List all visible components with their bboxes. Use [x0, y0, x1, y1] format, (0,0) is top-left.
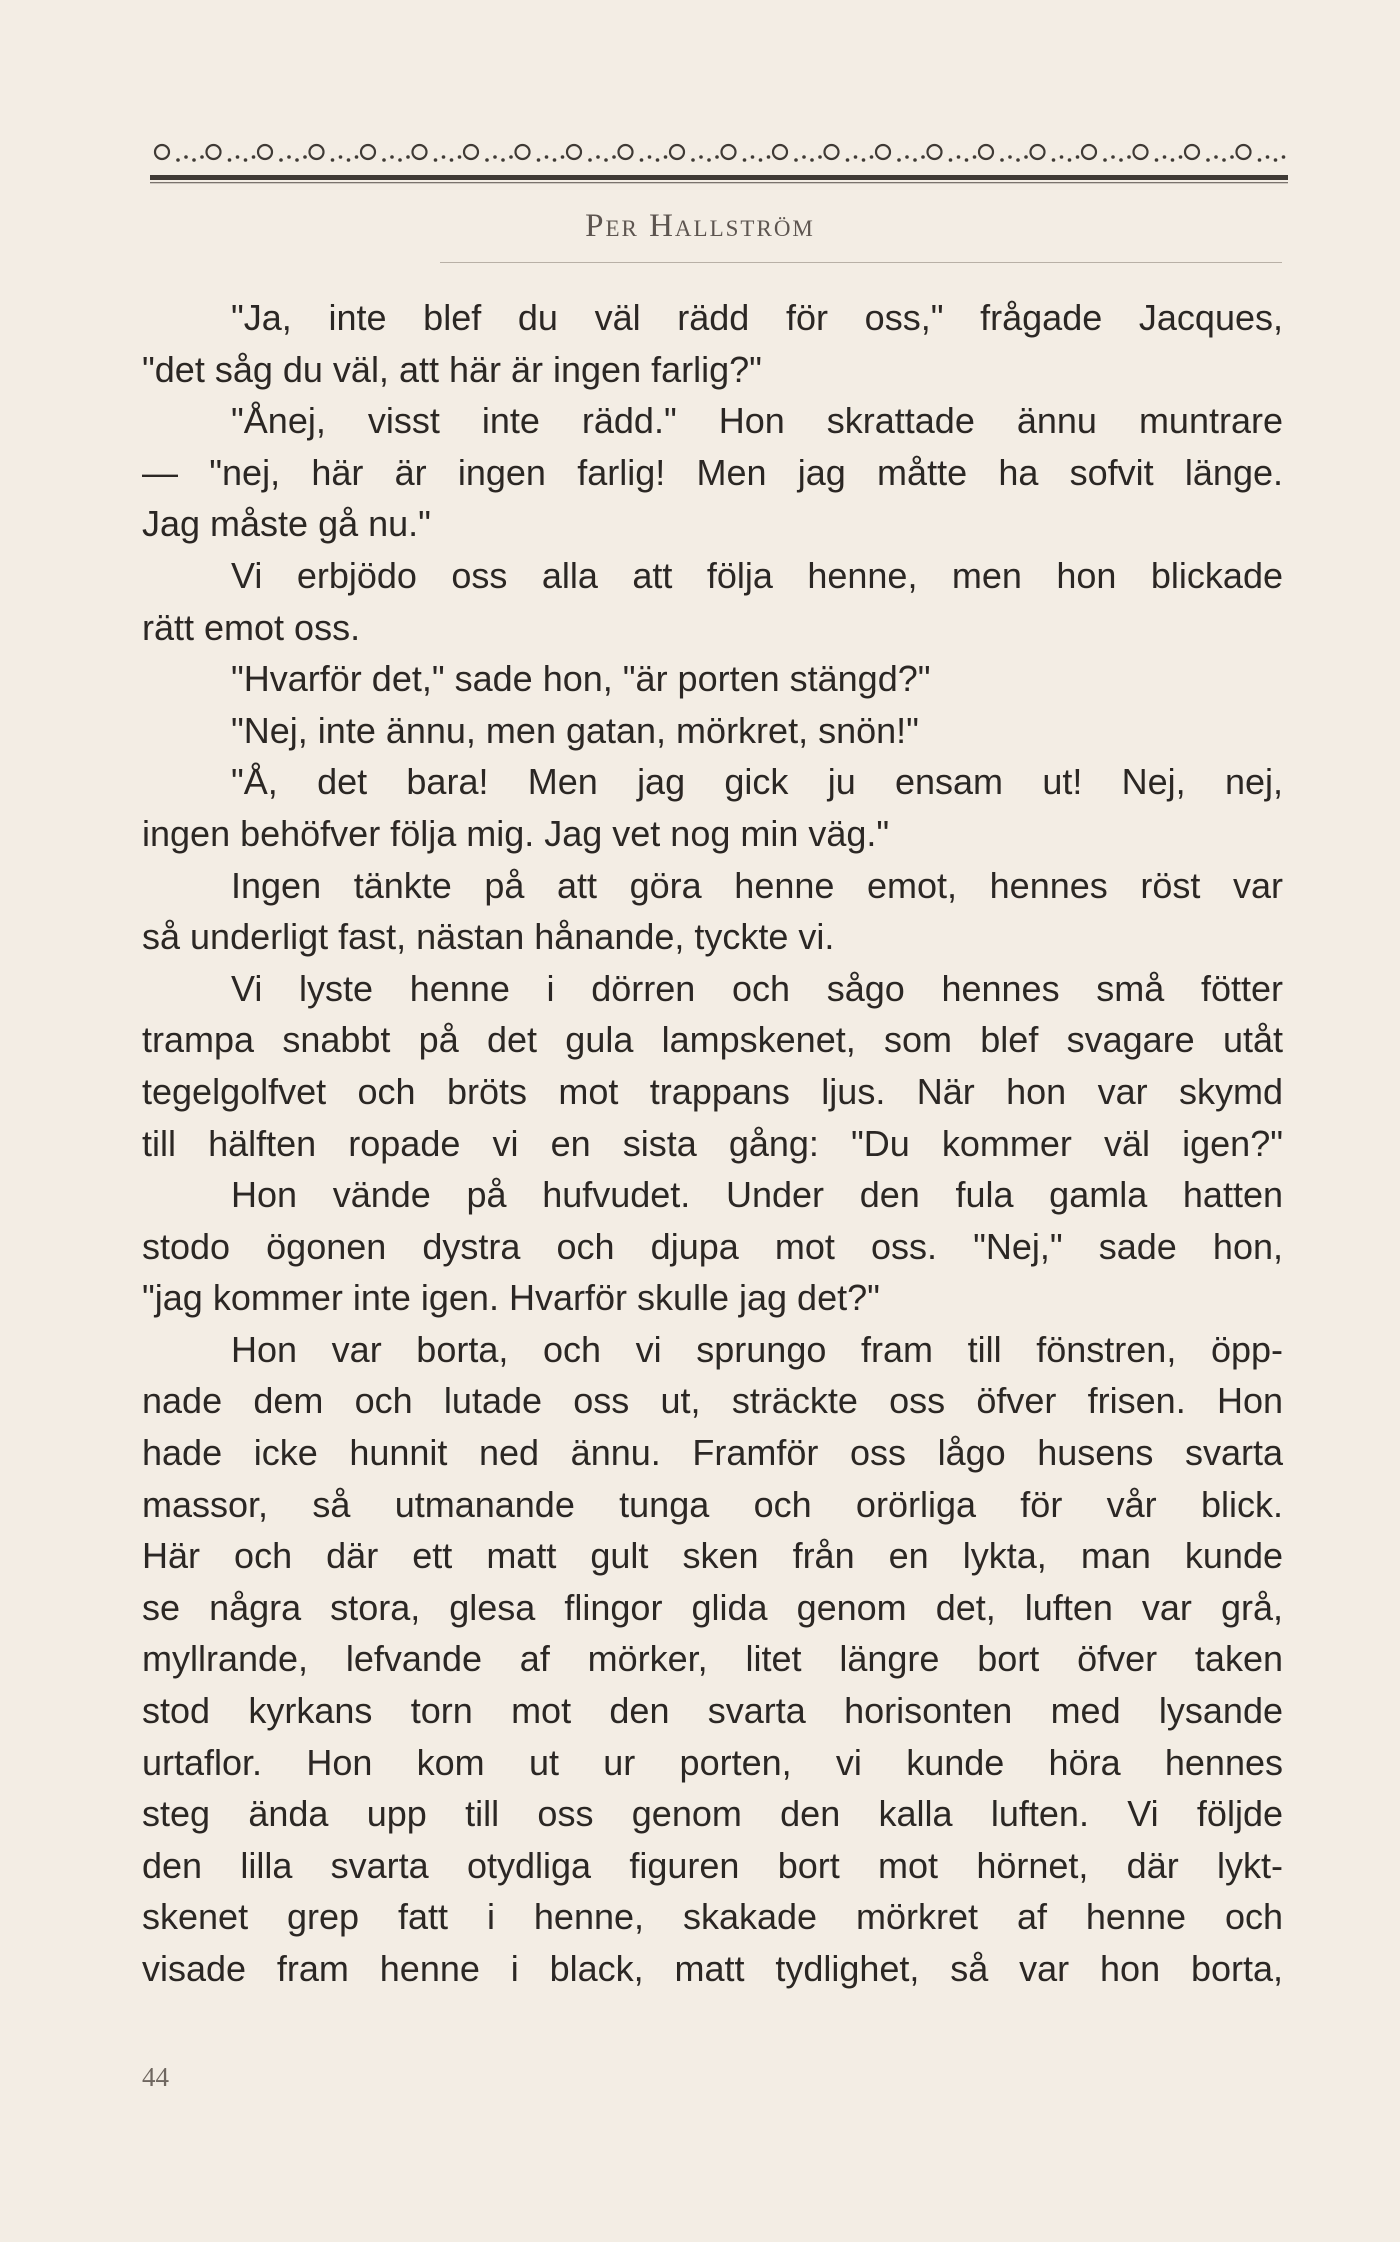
text-line: urtaflor. Hon kom ut ur porten, vi kunde höra hennes: [142, 1741, 1283, 1783]
text-line: den lilla svarta otydliga figuren bort mot hörnet, där lykt-: [142, 1844, 1283, 1886]
ornament-dot: [553, 158, 557, 162]
body-text: [142, 292, 1283, 1995]
ornament-dot: [1060, 155, 1064, 159]
text-line: "jag kommer inte igen. Hvarför skulle jag det?": [142, 1277, 880, 1319]
ornament-dot: [965, 158, 969, 162]
ornament-dot: [949, 158, 953, 162]
ornament-dot: [382, 158, 386, 162]
text-line: Hon var borta, och vi sprungo fram till fönstren, öpp-: [231, 1328, 1283, 1370]
ornament-ring: [516, 145, 530, 159]
ornament-dot: [604, 158, 608, 162]
ornament-dot: [810, 158, 814, 162]
ornament-dot: [664, 155, 668, 159]
ornament-dot: [509, 155, 513, 159]
text-line: Vi lyste henne i dörren och sågo hennes små fötter: [231, 967, 1283, 1009]
text-line: steg ända upp till oss genom den kalla luften. Vi följde: [142, 1793, 1283, 1835]
ornament-dot: [236, 155, 240, 159]
text-line: Jag måste gå nu.": [142, 503, 431, 545]
text-line: tegelgolfvet och bröts mot trappans ljus. När hon var skymd: [142, 1070, 1283, 1112]
ornament-dot: [1222, 158, 1226, 162]
ornament-ring: [928, 145, 942, 159]
text-line: stodo ögonen dystra och djupa mot oss. "Nej," sade hon,: [142, 1225, 1283, 1267]
ornament-dot: [707, 158, 711, 162]
ornament-dot: [656, 158, 660, 162]
text-line: hade icke hunnit ned ännu. Framför oss lågo husens svarta: [142, 1432, 1283, 1474]
ornament-dot: [1230, 155, 1234, 159]
ornament-dot: [1266, 155, 1270, 159]
ornament-dot: [1206, 158, 1210, 162]
text-line: rätt emot oss.: [142, 606, 361, 648]
text-line: "Ånej, visst inte rädd." Hon skrattade ännu muntrare: [231, 400, 1283, 442]
text-line: trampa snabbt på det gula lampskenet, som blef svagare utåt: [142, 1019, 1283, 1061]
ornament-dot: [434, 158, 438, 162]
ornament-rule-thin: [150, 182, 1288, 183]
ornament-dot: [228, 158, 232, 162]
ornament-dot: [398, 158, 402, 162]
ornament-dot: [905, 155, 909, 159]
ornament-dot: [339, 155, 343, 159]
ornament-dot: [751, 155, 755, 159]
text-line: "det såg du väl, att här är ingen farlig?": [142, 348, 762, 390]
text-line: Ingen tänkte på att göra henne emot, hennes röst var: [231, 864, 1283, 906]
ornament-dot: [485, 158, 489, 162]
ornament-dot: [862, 158, 866, 162]
ornament-rule-thick: [150, 175, 1288, 180]
ornament-dot: [854, 155, 858, 159]
text-line: — "nej, här är ingen farlig! Men jag måtte ha sofvit länge.: [142, 451, 1283, 493]
running-title: Per Hallström: [585, 208, 815, 244]
ornament-dot: [870, 155, 874, 159]
ornament-dot: [1076, 155, 1080, 159]
ornament-dot: [1016, 158, 1020, 162]
ornament-dot: [184, 155, 188, 159]
text-line: till hälften ropade vi en sista gång: "Du kommer väl igen?": [142, 1122, 1283, 1164]
ornament-dot: [759, 158, 763, 162]
text-line: Hon vände på hufvudet. Under den fula gamla hatten: [231, 1174, 1283, 1216]
ornament-ring: [258, 145, 272, 159]
ornament-dot: [818, 155, 822, 159]
text-line: "Nej, inte ännu, men gatan, mörkret, snön!": [231, 709, 919, 751]
ornament-dot: [1111, 155, 1115, 159]
ornament-dot: [252, 155, 256, 159]
ornament-dot: [846, 158, 850, 162]
ornament-dot: [347, 158, 351, 162]
ornament-dot: [1068, 158, 1072, 162]
ornament-dot: [588, 158, 592, 162]
text-line: Vi erbjödo oss alla att följa henne, men hon blickade: [231, 554, 1283, 596]
ornament-ring: [876, 145, 890, 159]
ornament-dot: [1163, 155, 1167, 159]
ornament-dot: [767, 155, 771, 159]
ornament-dot: [913, 158, 917, 162]
ornament-dot: [612, 155, 616, 159]
ornament-ring: [1031, 145, 1045, 159]
ornament-dot: [1282, 155, 1286, 159]
ornament-dot: [640, 158, 644, 162]
ornament-ring: [619, 145, 633, 159]
ornament-ring: [361, 145, 375, 159]
ornament-dot: [897, 158, 901, 162]
ornament-ring: [207, 145, 221, 159]
ornament-dot: [561, 155, 565, 159]
ornament-dot: [1171, 158, 1175, 162]
ornament-dot: [648, 155, 652, 159]
ornament-dot: [537, 158, 541, 162]
ornament-dot: [1258, 158, 1262, 162]
ornament-dot: [200, 155, 204, 159]
ornament-dot: [957, 155, 961, 159]
ornament-ring: [1237, 145, 1251, 159]
text-line: se några stora, glesa flingor glida genom det, luften var grå,: [142, 1586, 1283, 1628]
ornament-dot: [1024, 155, 1028, 159]
ornament-dot: [691, 158, 695, 162]
ornament-dot: [287, 155, 291, 159]
ornament-dot: [699, 155, 703, 159]
ornament-dot: [279, 158, 283, 162]
ornament-ring: [773, 145, 787, 159]
ornament-ring: [1185, 145, 1199, 159]
ornament-dot: [1119, 158, 1123, 162]
ornament-dot: [176, 158, 180, 162]
ornament-dot: [355, 155, 359, 159]
ornament-dot: [1214, 155, 1218, 159]
ornament-dot: [1103, 158, 1107, 162]
ornament-ring: [1134, 145, 1148, 159]
ornament-ring: [413, 145, 427, 159]
text-line: ingen behöfver följa mig. Jag vet nog min väg.": [142, 812, 890, 854]
header-divider: [440, 262, 1282, 263]
ornament-dot: [1179, 155, 1183, 159]
ornament-dot: [192, 158, 196, 162]
ornament-dot: [743, 158, 747, 162]
ornament-dot: [406, 155, 410, 159]
ornament-dot: [493, 155, 497, 159]
text-line: myllrande, lefvande af mörker, litet längre bort öfver taken: [142, 1638, 1283, 1680]
ornament-ring: [1082, 145, 1096, 159]
text-line: stod kyrkans torn mot den svarta horisonten med lysande: [142, 1690, 1283, 1732]
text-line: så underligt fast, nästan hånande, tyckte vi.: [142, 916, 835, 958]
ornament-dot: [802, 155, 806, 159]
ornament-dot: [1155, 158, 1159, 162]
ornament-dot: [331, 158, 335, 162]
ornament-ring: [310, 145, 324, 159]
page-number: 44: [142, 2062, 169, 2092]
ornament-dot: [973, 155, 977, 159]
ornament-dot: [545, 155, 549, 159]
ornament-dot: [715, 155, 719, 159]
text-line: skenet grep fatt i henne, skakade mörkret af henne och: [142, 1896, 1283, 1938]
ornament-dot: [295, 158, 299, 162]
ornament-dot: [596, 155, 600, 159]
ornament-ring: [979, 145, 993, 159]
ornament-dot: [1000, 158, 1004, 162]
ornament-dot: [1052, 158, 1056, 162]
text-line: nade dem och lutade oss ut, sträckte oss öfver frisen. Hon: [142, 1380, 1283, 1422]
ornament-ring: [825, 145, 839, 159]
ornament-dot: [1008, 155, 1012, 159]
text-line: visade fram henne i black, matt tydlighet, så var hon borta,: [142, 1948, 1283, 1989]
ornament-dot: [390, 155, 394, 159]
text-line: "Å, det bara! Men jag gick ju ensam ut! Nej, nej,: [231, 761, 1283, 803]
ornament-dot: [303, 155, 307, 159]
ornament-ring: [670, 145, 684, 159]
ornament-dot: [458, 155, 462, 159]
ornament-dot: [244, 158, 248, 162]
ornament-dot: [450, 158, 454, 162]
ornament-ring: [464, 145, 478, 159]
ornament-dot: [794, 158, 798, 162]
ornament-dot-pattern: [155, 145, 1285, 162]
text-line: Här och där ett matt gult sken från en lykta, man kunde: [142, 1535, 1283, 1577]
ornament-dot: [1274, 158, 1278, 162]
ornament-ring: [155, 145, 169, 159]
text-line: massor, så utmanande tunga och orörliga för vår blick.: [142, 1483, 1283, 1525]
ornament-dot: [1127, 155, 1131, 159]
ornamental-header-border: [150, 130, 1288, 200]
ornament-dot: [501, 158, 505, 162]
ornament-dot: [921, 155, 925, 159]
ornament-ring: [722, 145, 736, 159]
ornament-dot: [442, 155, 446, 159]
ornament-ring: [567, 145, 581, 159]
text-line: "Hvarför det," sade hon, "är porten stängd?": [231, 658, 931, 700]
text-line: "Ja, inte blef du väl rädd för oss," frågade Jacques,: [231, 297, 1283, 338]
